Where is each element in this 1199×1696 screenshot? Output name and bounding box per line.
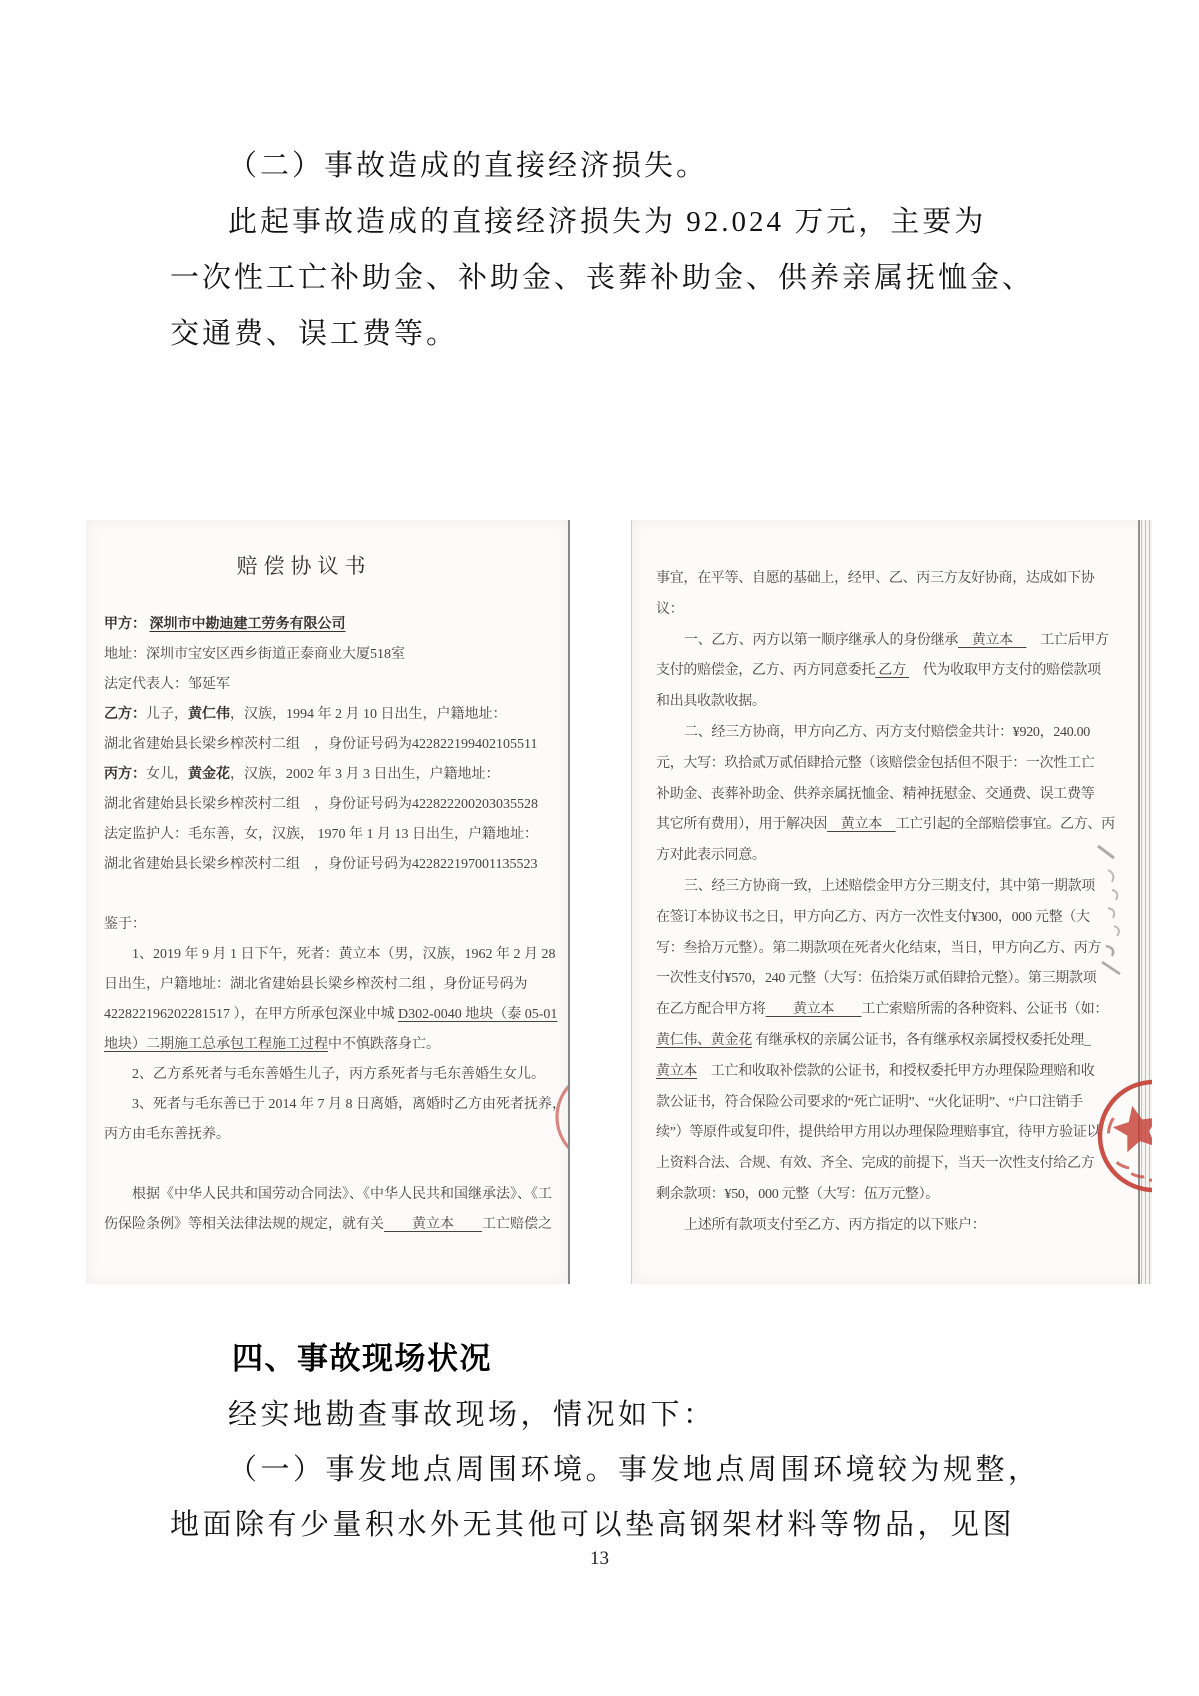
accident-scene-lines — [170, 1388, 1060, 1553]
text-segment: 乙方： — [104, 707, 146, 722]
text-line — [656, 810, 1130, 841]
text-line: 三、经三方协商一致，上述赔偿金甲方分三期支付，其中第一期款项 — [684, 878, 1095, 894]
text-segment: 甲方： — [104, 617, 150, 632]
text-line: 湖北省建始县长梁乡榨茨村二组 ，身份证号码为422822199402105511 — [104, 737, 538, 752]
text-line — [104, 1210, 556, 1240]
text-line: 一次性支付¥570，240 元整（大写：伍拾柒万贰佰肆拾元整）。第三期款项 — [656, 971, 1097, 987]
text-segment: 乙方 — [875, 663, 910, 679]
text-line: 地面除有少量积水外无其他可以垫高钢架材料等物品，见图 — [170, 1509, 1016, 1541]
text-line — [656, 656, 1130, 687]
text-segment: 伤保险条例》等相关法律法规的规定，就有关 — [104, 1217, 384, 1232]
text-segment: 中不慎跌落身亡。 — [328, 1037, 440, 1052]
text-segment: 黄立本 — [827, 817, 896, 833]
scanned-agreement-page-right — [631, 520, 1152, 1284]
text-line: 议： — [656, 601, 684, 617]
text-line: 经实地勘查事故现场，情况如下： — [228, 1399, 716, 1431]
text-line — [104, 610, 556, 640]
text-segment: 儿子， — [146, 707, 188, 722]
text-segment: 地块）二期施工总承包工程施工过程 — [104, 1037, 328, 1052]
text-segment: 黄金花 — [188, 767, 230, 782]
text-segment: 女儿， — [146, 767, 188, 782]
section-accident-scene — [170, 1330, 1060, 1553]
text-segment: 黄仁伟、黄金花 — [656, 1032, 752, 1048]
text-segment: 工亡和收取补偿款的公证书，和授权委托甲方办理保险理赔和收 — [697, 1063, 1095, 1079]
text-segment: ，汉族，1994 年 2 月 10 日出生，户籍地址： — [230, 707, 507, 722]
page-edge-line — [1138, 520, 1140, 1284]
text-line — [104, 880, 556, 910]
section-heading: 四、事故现场状况 — [232, 1341, 492, 1376]
text-line: 方对此表示同意。 — [656, 848, 766, 864]
text-line: 日出生，户籍地址：湖北省建始县长梁乡榨茨村二组 ，身份证号码为 — [104, 977, 528, 992]
text-line: 补助金、丧葬补助金、供养亲属抚恤金、精神抚慰金、交通费、误工费等 — [656, 786, 1095, 802]
text-segment: 工亡赔偿之 — [482, 1217, 552, 1232]
text-line: 3、死者与毛东善已于 2014 年 7 月 8 日离婚，离婚时乙方由死者抚养， — [132, 1097, 566, 1112]
text-line: 2、乙方系死者与毛东善婚生儿子，丙方系死者与毛东善婚生女儿。 — [132, 1067, 545, 1082]
text-segment: 有继承权的亲属公证书，各有继承权亲属授权委托处理_ — [751, 1032, 1091, 1048]
text-line: 交通费、误工费等。 — [170, 318, 459, 350]
text-line: 鉴于： — [104, 917, 146, 932]
text-segment: 422822196202281517 ），在甲方所承包深业中城 — [104, 1007, 398, 1022]
text-segment: 黄立本 — [656, 1063, 698, 1079]
text-line — [104, 700, 556, 730]
text-line: 湖北省建始县长梁乡榨茨村二组 ，身份证号码为422822200203035528 — [104, 797, 538, 812]
section-direct-economic-loss — [170, 138, 1050, 362]
text-line: 元，大写：玖拾贰万贰佰肆拾元整（该赔偿金包括但不限于：一次性工亡 — [656, 755, 1095, 771]
text-segment: 黄立本 — [958, 632, 1027, 648]
agreement-title: 赔偿协议书 — [236, 554, 372, 578]
text-line — [104, 760, 556, 790]
text-line — [656, 1026, 1130, 1057]
text-line: （一）事发地点周围环境。事发地点周围环境较为规整， — [228, 1454, 1041, 1486]
text-line: 写：叁拾万元整）。第二期款项在死者火化结束，当日，甲方向乙方、丙方 — [656, 940, 1102, 956]
agreement-left-lines — [104, 610, 566, 1240]
text-segment: 工亡引起的全部赔偿事宜。乙方、丙 — [895, 817, 1115, 833]
text-line: 和出具收款收据。 — [656, 694, 766, 710]
text-segment: ，汉族，2002 年 3 月 3 日出生，户籍地址： — [230, 767, 500, 782]
page-number: 13 — [590, 1548, 609, 1569]
text-line: 上资料合法、合规、有效、齐全、完成的前提下，当天一次性支付给乙方 — [656, 1156, 1095, 1172]
agreement-right-lines — [656, 564, 1130, 1242]
text-line: 1、2019 年 9 月 1 日下午，死者：黄立本（男，汉族，1962 年 2 月 28 — [132, 947, 556, 962]
text-segment: 其它所有费用），用于解决因 — [656, 817, 828, 833]
text-segment: 黄立本 — [765, 1002, 862, 1018]
text-line: 法定监护人：毛东善，女，汉族， 1970 年 1 月 13 日出生，户籍地址： — [104, 827, 538, 842]
text-line: 此起事故造成的直接经济损失为 92.024 万元，主要为 — [228, 206, 987, 238]
text-line — [104, 1000, 556, 1030]
text-line — [656, 626, 1130, 657]
text-line: 续”）等原件或复印件，提供给甲方用以办理保险理赔事宜，待甲方验证以 — [656, 1125, 1101, 1141]
text-line: 根据《中华人民共和国劳动合同法》、《中华人民共和国继承法》、《工 — [132, 1187, 552, 1202]
text-segment: 深圳市中勘迪建工劳务有限公司 — [149, 617, 346, 632]
text-line: 上述所有款项支付至乙方、丙方指定的以下账户： — [684, 1217, 986, 1233]
scanned-agreement-page-left — [86, 520, 570, 1284]
text-segment: 在乙方配合甲方将 — [656, 1002, 766, 1018]
text-line: 一次性工亡补助金、补助金、丧葬补助金、供养亲属抚恤金、 — [170, 262, 1035, 294]
text-line — [656, 995, 1130, 1026]
text-line: 法定代表人：邹延军 — [104, 677, 230, 692]
text-segment: 工亡索赔所需的各种资料、公证书（如： — [861, 1002, 1109, 1018]
text-line: 地址：深圳市宝安区西乡街道正泰商业大厦518室 — [104, 647, 405, 662]
text-line — [104, 1030, 556, 1060]
text-segment: 丙方： — [104, 767, 146, 782]
text-line: 事宜，在平等、自愿的基础上，经甲、乙、丙三方友好协商，达成如下协 — [656, 571, 1095, 586]
text-line: 剩余款项：¥50，000 元整（大写：伍万元整）。 — [656, 1186, 939, 1202]
text-segment: D302-0040 地块（泰 05-01 — [398, 1007, 558, 1022]
economic-loss-lines — [170, 138, 1050, 362]
text-line: （二）事故造成的直接经济损失。 — [228, 150, 709, 182]
text-segment: 黄立本 — [384, 1217, 482, 1232]
page-edge-shadow — [1141, 520, 1152, 1284]
text-line: 二、经三方协商，甲方向乙方、丙方支付赔偿金共计：¥920，240.00 — [684, 724, 1090, 740]
text-line: 在签订本协议书之日，甲方向乙方、丙方一次性支付¥300，000 元整（大 — [656, 909, 1090, 925]
text-segment: 工亡后甲方 — [1026, 632, 1109, 648]
text-segment: 黄仁伟 — [188, 707, 230, 722]
text-line — [104, 1150, 556, 1180]
text-line: 丙方由毛东善抚养。 — [104, 1127, 230, 1142]
text-line: 湖北省建始县长梁乡榨茨村二组 ，身份证号码为422822197001135523 — [104, 857, 538, 872]
text-segment: 一、乙方、丙方以第一顺序继承人的身份继承 — [684, 632, 958, 648]
text-segment: 代为收取甲方支付的赔偿款项 — [909, 663, 1101, 679]
text-line: 款公证书，符合保险公司要求的“死亡证明”、“火化证明”、“户口注销手 — [656, 1094, 1083, 1110]
text-segment: 支付的赔偿金，乙方、丙方同意委托 — [656, 663, 876, 679]
text-line — [656, 1057, 1130, 1088]
